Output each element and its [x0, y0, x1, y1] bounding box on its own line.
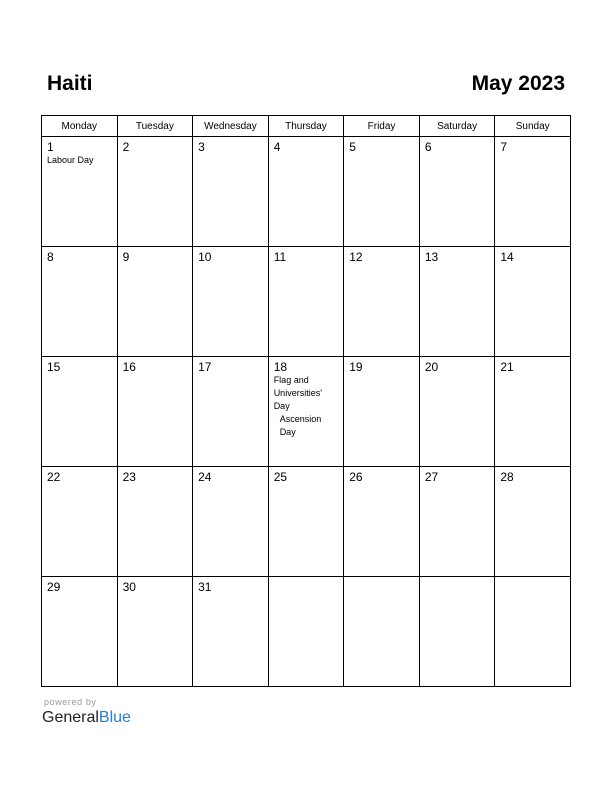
day-cell — [419, 137, 495, 247]
day-cell — [117, 577, 193, 687]
day-cell — [419, 247, 495, 357]
day-cell — [193, 137, 269, 247]
day-cell — [419, 467, 495, 577]
day-cell — [117, 247, 193, 357]
day-cell — [419, 357, 495, 467]
day-number: 20 — [424, 360, 439, 374]
day-number: 9 — [122, 250, 130, 264]
day-number: 27 — [424, 470, 439, 484]
day-cell — [42, 357, 118, 467]
weekday-header: Tuesday — [117, 116, 193, 137]
logo-text-blue: Blue — [98, 709, 131, 726]
week-row — [42, 247, 571, 357]
country-title: Haiti — [47, 72, 93, 95]
day-number: 4 — [273, 140, 281, 154]
weekday-header-row — [42, 116, 571, 137]
week-row — [42, 357, 571, 467]
day-number: 12 — [349, 250, 363, 264]
day-cell — [268, 467, 344, 577]
day-cell — [344, 137, 420, 247]
day-cell — [495, 357, 571, 467]
day-cell — [495, 137, 571, 247]
day-cell — [42, 247, 118, 357]
day-cell — [268, 357, 344, 467]
day-number: 8 — [47, 250, 54, 264]
holiday-label: Ascension Day — [279, 414, 322, 437]
day-number: 2 — [122, 140, 130, 154]
day-number: 24 — [198, 470, 212, 484]
day-number: 18 — [273, 360, 288, 374]
day-cell — [42, 467, 118, 577]
day-cell — [193, 467, 269, 577]
holiday-label: Flag and Universities' Day — [273, 375, 322, 411]
day-number: 3 — [198, 140, 205, 154]
powered-by-text: powered by — [44, 697, 97, 707]
day-number: 16 — [122, 360, 136, 374]
day-number: 30 — [122, 580, 136, 594]
day-number: 14 — [500, 250, 514, 264]
day-number: 29 — [47, 580, 61, 594]
day-number: 21 — [500, 360, 514, 374]
day-cell — [419, 577, 495, 687]
day-cell — [495, 577, 571, 687]
day-number: 22 — [47, 470, 61, 484]
day-cell — [117, 467, 193, 577]
weekday-header: Saturday — [419, 116, 495, 137]
day-number: 23 — [122, 470, 136, 484]
day-cell — [117, 137, 193, 247]
day-number: 26 — [349, 470, 363, 484]
day-cell — [344, 467, 420, 577]
week-row — [42, 467, 571, 577]
generalblue-logo[interactable] — [42, 709, 131, 727]
day-number: 7 — [500, 140, 508, 154]
day-cell — [344, 577, 420, 687]
weekday-header: Sunday — [495, 116, 571, 137]
day-number: 1 — [47, 140, 54, 154]
day-cell — [495, 247, 571, 357]
weekday-header: Friday — [344, 116, 420, 137]
day-cell — [268, 137, 344, 247]
week-row — [42, 577, 571, 687]
day-cell — [268, 577, 344, 687]
day-cell — [193, 247, 269, 357]
day-number: 6 — [424, 140, 432, 154]
day-number: 13 — [424, 250, 439, 264]
day-cell — [42, 577, 118, 687]
day-number: 31 — [198, 580, 212, 594]
day-number: 25 — [273, 470, 288, 484]
day-number: 5 — [349, 140, 356, 154]
day-cell — [117, 357, 193, 467]
day-number: 11 — [273, 250, 287, 264]
day-number: 19 — [349, 360, 363, 374]
day-cell — [193, 357, 269, 467]
day-cell — [344, 247, 420, 357]
day-cell — [344, 357, 420, 467]
week-row — [42, 137, 571, 247]
weekday-header: Thursday — [268, 116, 344, 137]
holiday-label: Labour Day — [47, 155, 94, 165]
day-number: 15 — [47, 360, 61, 374]
weekday-header: Monday — [42, 116, 118, 137]
day-number: 17 — [198, 360, 212, 374]
logo-text-general: General — [42, 709, 99, 726]
day-number: 10 — [198, 250, 212, 264]
day-cell — [268, 247, 344, 357]
day-cell — [42, 137, 118, 247]
day-cell — [495, 467, 571, 577]
day-cell — [193, 577, 269, 687]
calendar-grid — [41, 115, 571, 687]
weekday-header: Wednesday — [193, 116, 269, 137]
month-title: May 2023 — [471, 72, 565, 95]
day-number: 28 — [500, 470, 514, 484]
